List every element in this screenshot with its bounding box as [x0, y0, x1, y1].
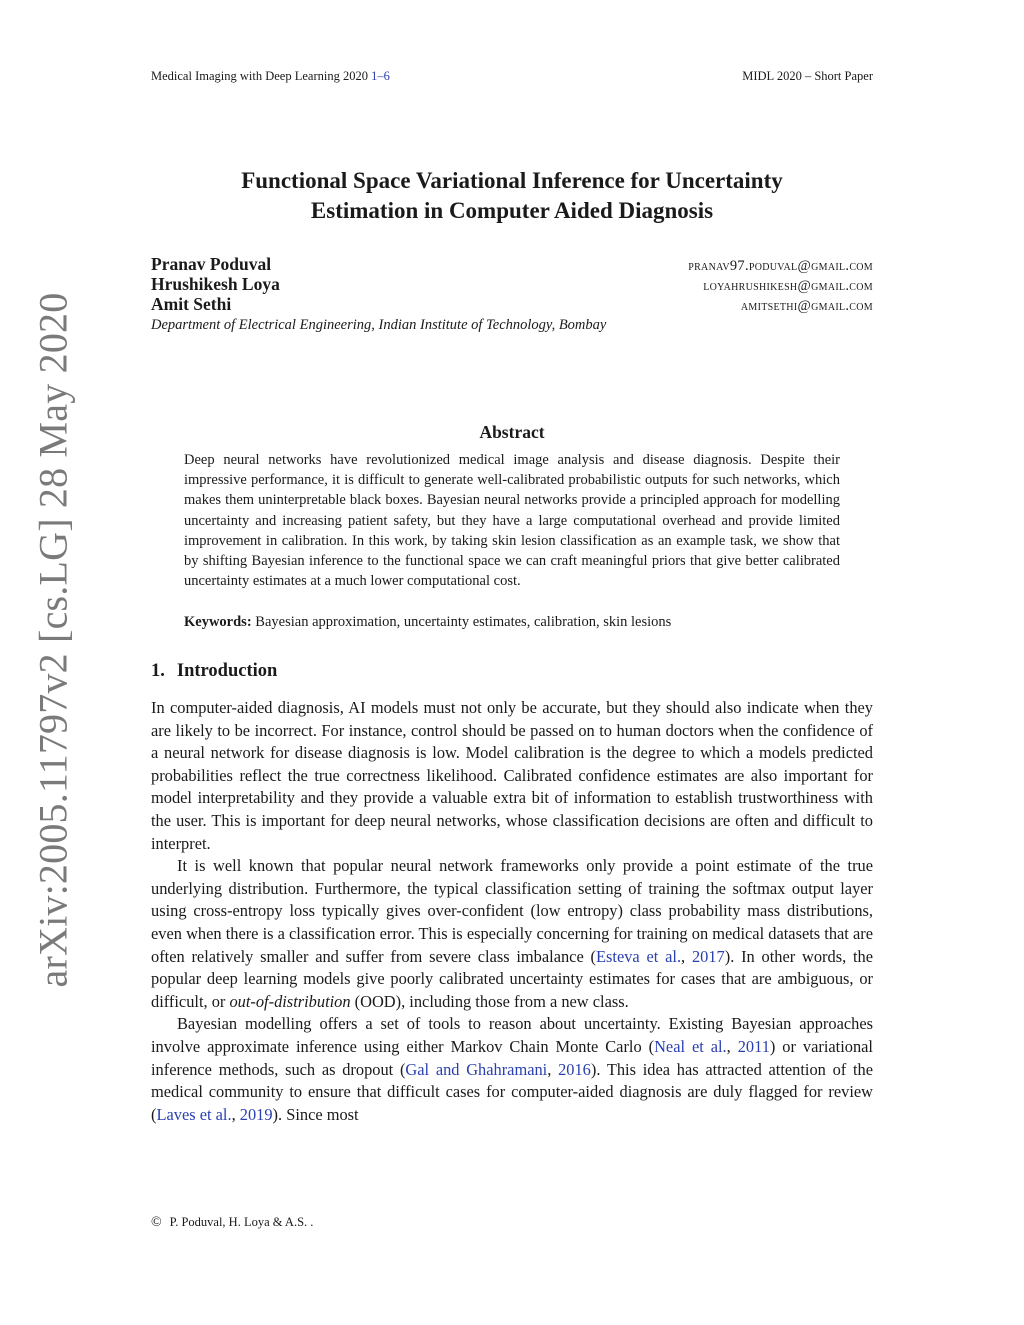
citation-link[interactable]: Gal and Ghahramani [405, 1059, 548, 1079]
author-name: Hrushikesh Loya [151, 274, 280, 294]
keywords [184, 612, 840, 632]
affiliation: Department of Electrical Engineering, Indian Institute of Technology, Bombay [151, 317, 607, 333]
author-email: amitsethi@gmail.com [740, 298, 873, 314]
author-email: loyahrushikesh@gmail.com [703, 278, 873, 294]
paper-type: MIDL 2020 – Short Paper [742, 68, 873, 83]
citation-year-link[interactable]: 2016 [558, 1059, 591, 1079]
copyright-footer [151, 1215, 313, 1231]
title-line-2: Estimation in Computer Aided Diagnosis [310, 198, 714, 223]
abstract-heading: Abstract [479, 422, 545, 442]
citation-year-link[interactable]: 2011 [737, 1036, 770, 1056]
copyright-text: P. Poduval, H. Loya & A.S. . [169, 1215, 314, 1229]
paper-title [151, 166, 873, 226]
citation-year-link[interactable]: 2019 [239, 1104, 273, 1124]
section-heading [151, 661, 873, 682]
citation-link[interactable]: Neal et al. [654, 1036, 727, 1056]
page-range-link[interactable]: 1–6 [371, 68, 390, 83]
citation-link[interactable]: Laves et al. [156, 1104, 232, 1124]
running-header [151, 66, 873, 86]
keywords-label: Keywords: [184, 614, 252, 630]
author-email: pranav97.poduval@gmail.com [688, 258, 873, 274]
paragraph: Bayesian modelling offers a set of tools to reason about uncertainty. Existing Bayesian approaches involve approximate inference using either Markov Chain Monte Carlo (Neal et al., 2011) or variational inference methods, such as dropout (Gal and Ghahramani, 2016). This idea has attracted attention of the medical community to ensure that difficult cases for computer-aided diagnosis are duly flagged for review (Laves et al., 2019). Since most [151, 1014, 873, 1124]
paragraph: In computer-aided diagnosis, AI models must not only be accurate, but they should also indicate when they are likely to be incorrect. For instance, control should be passed on to human doctors when the confidence of a neural network for disease diagnosis is low. Model calibration is the degree to which a models predicted probabilities reflect the true correctness likelihood. Calibrated confidence estimates are also important for model interpretability and they provide a valuable extra bit of information to establish trustworthiness with the user. This is important for deep neural networks, whose classification decisions are often and difficult to interpret. [151, 698, 873, 853]
citation-year-link[interactable]: 2017 [691, 946, 725, 966]
section-title: Introduction [176, 661, 278, 681]
section-number: 1. [151, 661, 165, 681]
paragraph: It is well known that popular neural network frameworks only provide a point estimate of the true underlying distribution. Furthermore, the typical classification setting of training the softmax output layer using cross-entropy loss typically gives over-confident (low entropy) class probability mass distributions, even when there is a classification error. This is especially concerning for training on medical datasets that are often relatively smaller and suffer from severe class imbalance (Esteva et al., 2017). In other words, the popular deep learning models give poorly calibrated uncertainty estimates for cases that are ambiguous, or difficult, or out-of-distribution (OOD), including those from a new class. [151, 856, 874, 1011]
copyright-icon: © [151, 1215, 162, 1230]
author-name: Amit Sethi [151, 294, 232, 314]
keywords-list: Bayesian approximation, uncertainty estimates, calibration, skin lesions [255, 614, 672, 630]
author-row [151, 254, 873, 274]
abstract-body: Deep neural networks have revolutionized medical image analysis and disease diagnosis. Despite their impressive performance, it is difficult to generate well-calibrated probabilistic outputs for such networks, which makes them uninterpretable black boxes. Bayesian neural networks provide a principled approach for modelling uncertainty and increasing patient safety, but they have a large computational overhead and provide limited improvement in calibration. In this work, by taking skin lesion classification as an example task, we show that by shifting Bayesian inference to the functional space we can craft meaningful priors that give better calibrated uncertainty estimates at a much lower computational cost. [184, 452, 840, 590]
introduction-body [151, 697, 873, 1126]
author-block [151, 254, 873, 336]
author-row [151, 274, 873, 294]
title-line-1: Functional Space Variational Inference for Uncertainty [241, 168, 783, 193]
arxiv-identifier: arXiv:2005.11797v2 [cs.LG] 28 May 2020 [30, 292, 76, 988]
citation-link[interactable]: Esteva et al. [596, 946, 682, 966]
author-row [151, 294, 873, 314]
author-name: Pranav Poduval [151, 254, 272, 274]
conference-name: Medical Imaging with Deep Learning 2020 1–6 [151, 68, 390, 83]
emphasis: out-of-distribution [229, 991, 351, 1011]
